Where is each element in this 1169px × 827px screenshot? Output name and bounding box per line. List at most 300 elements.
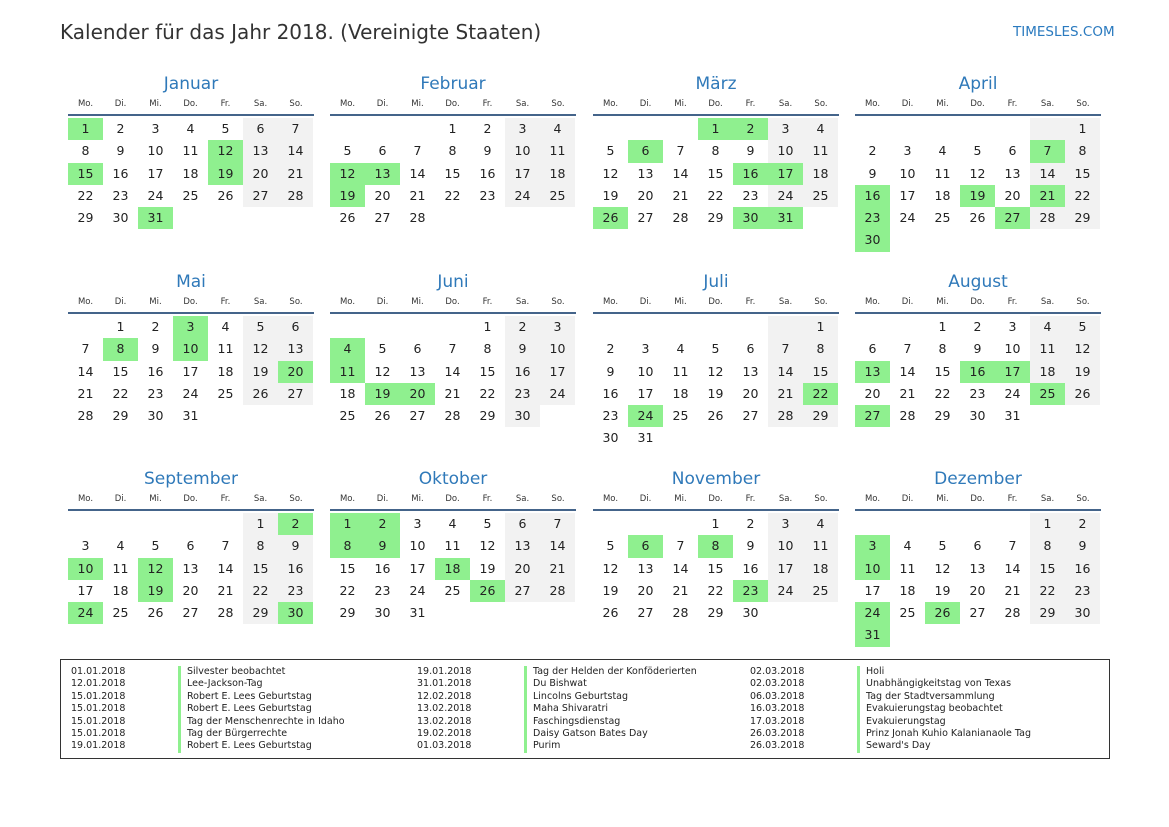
day-cell: 9 bbox=[365, 535, 400, 557]
empty-cell bbox=[1030, 624, 1065, 646]
day-cell: 4 bbox=[803, 118, 838, 140]
holiday-color-marker bbox=[857, 691, 860, 703]
day-cell: 9 bbox=[746, 538, 755, 554]
day-cell: 24 bbox=[855, 602, 890, 624]
day-cell: 14 bbox=[409, 165, 426, 181]
legend-item bbox=[407, 740, 697, 752]
day-cell: 15 bbox=[112, 363, 129, 379]
day-cell: 16 bbox=[112, 165, 129, 181]
empty-cell bbox=[890, 513, 925, 535]
day-cell: 11 bbox=[330, 361, 365, 383]
weekday-label: Fr. bbox=[745, 297, 756, 307]
weekday-header bbox=[593, 490, 839, 511]
day-cell: 17 bbox=[768, 163, 803, 185]
day-cell: 15 bbox=[1065, 163, 1100, 185]
month-juni bbox=[330, 271, 576, 427]
day-cell: 26 bbox=[339, 210, 356, 226]
day-cell: 4 bbox=[221, 319, 230, 334]
day-cell: 16 bbox=[147, 363, 164, 379]
brand-logo-text[interactable]: TIMESLES.COM bbox=[1013, 24, 1115, 40]
weekday-label: Mo. bbox=[602, 99, 619, 109]
day-cell: 20 bbox=[374, 187, 391, 203]
weekday-label: Di. bbox=[376, 99, 389, 109]
day-cell: 23 bbox=[374, 582, 391, 598]
legend-holiday-name: Tag der Bürgerrechte bbox=[187, 727, 288, 739]
day-cell: 11 bbox=[899, 560, 916, 576]
day-cell: 9 bbox=[483, 143, 492, 159]
month-januar bbox=[68, 73, 314, 229]
holiday-color-marker bbox=[524, 678, 527, 690]
empty-cell bbox=[663, 427, 698, 449]
day-cell: 22 bbox=[707, 582, 724, 598]
weekday-label: Do. bbox=[445, 297, 460, 307]
day-cell: 1 bbox=[698, 118, 733, 140]
empty-cell bbox=[540, 405, 575, 427]
day-cell: 28 bbox=[899, 408, 916, 424]
day-cell: 14 bbox=[278, 140, 313, 162]
weekday-label: Fr. bbox=[482, 494, 493, 504]
legend-date: 15.01.2018 bbox=[71, 727, 126, 739]
day-cell: 28 bbox=[672, 605, 689, 621]
month-oktober bbox=[330, 468, 576, 624]
legend-holiday-name: Tag der Helden der Konföderierten bbox=[533, 666, 697, 677]
day-cell: 17 bbox=[768, 558, 803, 580]
day-cell: 22 bbox=[444, 187, 461, 203]
legend-item bbox=[740, 740, 1031, 752]
day-cell: 23 bbox=[479, 187, 496, 203]
weekday-label: Do. bbox=[708, 297, 723, 307]
day-cell: 26 bbox=[374, 408, 391, 424]
legend-column bbox=[740, 666, 1031, 753]
weekday-label: Do. bbox=[183, 99, 198, 109]
holiday-color-marker bbox=[178, 728, 181, 740]
weekday-label: Mi. bbox=[674, 99, 687, 109]
day-cell: 5 bbox=[938, 538, 947, 554]
day-cell: 3 bbox=[641, 341, 650, 357]
day-cell: 8 bbox=[711, 143, 720, 159]
day-cell: 21 bbox=[672, 582, 689, 598]
legend-holiday-name: Robert E. Lees Geburtstag bbox=[187, 740, 312, 752]
day-cell: 25 bbox=[803, 580, 838, 602]
day-cell: 24 bbox=[628, 405, 663, 427]
weekday-header bbox=[68, 490, 314, 511]
day-cell: 5 bbox=[1065, 316, 1100, 338]
day-cell: 6 bbox=[243, 118, 278, 140]
empty-cell bbox=[733, 427, 768, 449]
legend-date: 12.02.2018 bbox=[417, 690, 472, 702]
day-cell: 17 bbox=[540, 361, 575, 383]
day-cell: 3 bbox=[1008, 319, 1017, 334]
holiday-color-marker bbox=[178, 703, 181, 715]
day-cell: 26 bbox=[602, 605, 619, 621]
day-cell: 11 bbox=[803, 140, 838, 162]
day-cell: 5 bbox=[606, 143, 615, 159]
month-juli bbox=[593, 271, 839, 450]
day-cell: 16 bbox=[1065, 558, 1100, 580]
day-cell: 1 bbox=[483, 319, 492, 334]
legend-date: 13.02.2018 bbox=[417, 703, 472, 715]
day-cell: 16 bbox=[733, 163, 768, 185]
day-cell: 23 bbox=[147, 385, 164, 401]
legend-item bbox=[407, 716, 697, 728]
day-cell: 8 bbox=[803, 338, 838, 360]
day-cell: 29 bbox=[1030, 602, 1065, 624]
day-cell: 1 bbox=[116, 319, 125, 334]
legend-date: 26.03.2018 bbox=[750, 727, 805, 739]
empty-cell bbox=[995, 624, 1030, 646]
day-cell: 14 bbox=[899, 363, 916, 379]
empty-cell bbox=[505, 602, 540, 624]
weekday-label: Do. bbox=[445, 494, 460, 504]
day-cell: 11 bbox=[672, 363, 689, 379]
day-cell: 25 bbox=[444, 582, 461, 598]
day-cell: 9 bbox=[1065, 535, 1100, 557]
day-cell: 16 bbox=[742, 560, 759, 576]
day-cell: 23 bbox=[733, 580, 768, 602]
day-cell: 5 bbox=[711, 341, 720, 357]
day-cell: 19 bbox=[1065, 361, 1100, 383]
empty-cell bbox=[925, 624, 960, 646]
empty-cell bbox=[208, 513, 243, 535]
weekday-label: Sa. bbox=[515, 494, 530, 504]
day-cell: 21 bbox=[768, 383, 803, 405]
day-cell: 7 bbox=[448, 341, 457, 357]
day-cell: 27 bbox=[742, 408, 759, 424]
empty-cell bbox=[243, 405, 278, 427]
day-cell: 26 bbox=[707, 408, 724, 424]
day-cell: 7 bbox=[768, 338, 803, 360]
weekday-label: Di. bbox=[639, 297, 652, 307]
day-cell: 4 bbox=[448, 516, 457, 531]
weekday-label: So. bbox=[814, 494, 828, 504]
day-cell: 12 bbox=[243, 338, 278, 360]
day-cell: 25 bbox=[1030, 383, 1065, 405]
weekday-label: Mi. bbox=[936, 297, 949, 307]
empty-cell bbox=[1030, 405, 1065, 427]
day-cell: 6 bbox=[1008, 143, 1017, 159]
day-cell: 26 bbox=[1065, 383, 1100, 405]
day-cell: 3 bbox=[903, 143, 912, 159]
day-cell: 2 bbox=[973, 319, 982, 334]
day-cell: 26 bbox=[217, 187, 234, 203]
weekday-header bbox=[330, 490, 576, 511]
day-cell: 14 bbox=[672, 165, 689, 181]
day-cell: 6 bbox=[868, 341, 877, 357]
day-cell: 11 bbox=[803, 535, 838, 557]
legend-item bbox=[740, 691, 1031, 703]
legend-date: 15.01.2018 bbox=[71, 715, 126, 727]
day-cell: 14 bbox=[217, 560, 234, 576]
empty-cell bbox=[365, 316, 400, 338]
day-cell: 18 bbox=[803, 163, 838, 185]
day-cell: 11 bbox=[112, 560, 129, 576]
day-cell: 15 bbox=[1030, 558, 1065, 580]
day-cell: 14 bbox=[672, 560, 689, 576]
day-cell: 11 bbox=[934, 165, 951, 181]
weekday-label: Fr. bbox=[1007, 297, 1018, 307]
day-cell: 17 bbox=[995, 361, 1030, 383]
day-cell: 11 bbox=[540, 140, 575, 162]
day-cell: 27 bbox=[182, 605, 199, 621]
day-cell: 30 bbox=[278, 602, 313, 624]
weekday-label: Mi. bbox=[674, 494, 687, 504]
day-cell: 12 bbox=[707, 363, 724, 379]
day-cell: 17 bbox=[505, 163, 540, 185]
month-name: Februar bbox=[420, 74, 486, 94]
day-cell: 8 bbox=[330, 535, 365, 557]
day-cell: 22 bbox=[243, 580, 278, 602]
day-cell: 20 bbox=[243, 163, 278, 185]
legend-holiday-name: Lee-Jackson-Tag bbox=[187, 678, 263, 690]
weekday-label: So. bbox=[1076, 297, 1090, 307]
weekday-header bbox=[68, 293, 314, 314]
day-cell: 13 bbox=[855, 361, 890, 383]
day-cell: 10 bbox=[147, 143, 164, 159]
day-cell: 15 bbox=[339, 560, 356, 576]
empty-cell bbox=[663, 316, 698, 338]
empty-cell bbox=[628, 513, 663, 535]
day-cell: 31 bbox=[637, 430, 654, 446]
day-cell: 28 bbox=[409, 210, 426, 226]
empty-cell bbox=[628, 316, 663, 338]
day-cell: 20 bbox=[182, 582, 199, 598]
legend-item bbox=[740, 728, 1031, 740]
day-cell: 13 bbox=[742, 363, 759, 379]
weekday-label: Mo. bbox=[864, 99, 881, 109]
day-cell: 15 bbox=[803, 361, 838, 383]
day-cell: 2 bbox=[116, 121, 125, 136]
weekday-label: Mo. bbox=[77, 99, 94, 109]
day-cell: 15 bbox=[444, 165, 461, 181]
day-cell: 22 bbox=[1030, 580, 1065, 602]
day-grid bbox=[68, 316, 314, 427]
holiday-color-marker bbox=[857, 716, 860, 728]
day-cell: 9 bbox=[278, 535, 313, 557]
day-cell: 13 bbox=[278, 338, 313, 360]
weekday-label: Mo. bbox=[864, 494, 881, 504]
month-name: Juni bbox=[437, 272, 469, 292]
day-cell: 8 bbox=[103, 338, 138, 360]
day-cell: 9 bbox=[151, 341, 160, 357]
month-name: August bbox=[948, 272, 1008, 292]
day-cell: 23 bbox=[855, 207, 890, 229]
weekday-label: Fr. bbox=[220, 297, 231, 307]
legend-date: 19.01.2018 bbox=[417, 666, 472, 677]
day-cell: 4 bbox=[903, 538, 912, 554]
day-cell: 21 bbox=[1030, 185, 1065, 207]
day-cell: 26 bbox=[243, 383, 278, 405]
weekday-label: Do. bbox=[445, 99, 460, 109]
day-cell: 25 bbox=[217, 385, 234, 401]
day-cell: 18 bbox=[934, 187, 951, 203]
weekday-label: Sa. bbox=[253, 297, 268, 307]
day-grid bbox=[330, 513, 576, 624]
legend-item bbox=[407, 691, 697, 703]
legend-date: 13.02.2018 bbox=[417, 715, 472, 727]
day-cell: 12 bbox=[479, 538, 496, 554]
day-cell: 23 bbox=[505, 383, 540, 405]
day-cell: 19 bbox=[602, 582, 619, 598]
empty-cell bbox=[138, 513, 173, 535]
empty-cell bbox=[173, 207, 208, 229]
day-cell: 10 bbox=[540, 338, 575, 360]
day-cell: 18 bbox=[435, 558, 470, 580]
weekday-label: Fr. bbox=[482, 99, 493, 109]
day-cell: 14 bbox=[1004, 560, 1021, 576]
empty-cell bbox=[995, 513, 1030, 535]
empty-cell bbox=[925, 513, 960, 535]
day-cell: 1 bbox=[938, 319, 947, 334]
empty-cell bbox=[103, 513, 138, 535]
day-cell: 27 bbox=[505, 580, 540, 602]
holiday-color-marker bbox=[524, 666, 527, 678]
day-cell: 13 bbox=[505, 535, 540, 557]
weekday-label: Mo. bbox=[339, 494, 356, 504]
day-cell: 21 bbox=[899, 385, 916, 401]
holiday-color-marker bbox=[524, 728, 527, 740]
day-cell: 20 bbox=[278, 361, 313, 383]
day-cell: 3 bbox=[81, 538, 90, 554]
day-cell: 15 bbox=[243, 558, 278, 580]
day-cell: 8 bbox=[1065, 140, 1100, 162]
day-cell: 7 bbox=[540, 513, 575, 535]
month-name: September bbox=[144, 469, 238, 489]
weekday-label: Do. bbox=[708, 99, 723, 109]
day-cell: 19 bbox=[330, 185, 365, 207]
day-cell: 28 bbox=[278, 185, 313, 207]
weekday-label: Fr. bbox=[482, 297, 493, 307]
day-cell: 16 bbox=[505, 361, 540, 383]
weekday-label: Di. bbox=[901, 494, 914, 504]
day-cell: 28 bbox=[77, 408, 94, 424]
day-cell: 31 bbox=[1004, 408, 1021, 424]
day-cell: 22 bbox=[339, 582, 356, 598]
day-cell: 1 bbox=[243, 513, 278, 535]
empty-cell bbox=[663, 513, 698, 535]
empty-cell bbox=[768, 427, 803, 449]
day-cell: 6 bbox=[186, 538, 195, 554]
day-cell: 19 bbox=[960, 185, 995, 207]
day-cell: 6 bbox=[413, 341, 422, 357]
day-cell: 10 bbox=[68, 558, 103, 580]
holiday-color-marker bbox=[857, 703, 860, 715]
day-cell: 22 bbox=[707, 187, 724, 203]
empty-cell bbox=[768, 602, 803, 624]
day-cell: 21 bbox=[77, 385, 94, 401]
day-cell: 28 bbox=[768, 405, 803, 427]
day-cell: 31 bbox=[138, 207, 173, 229]
day-cell: 4 bbox=[540, 118, 575, 140]
day-cell: 30 bbox=[969, 408, 986, 424]
day-cell: 12 bbox=[208, 140, 243, 162]
day-cell: 20 bbox=[864, 385, 881, 401]
legend-item bbox=[61, 678, 345, 690]
day-cell: 23 bbox=[1065, 580, 1100, 602]
legend-holiday-name: Robert E. Lees Geburtstag bbox=[187, 703, 312, 715]
holiday-color-marker bbox=[178, 691, 181, 703]
empty-cell bbox=[960, 624, 995, 646]
weekday-label: Sa. bbox=[1040, 494, 1055, 504]
day-cell: 15 bbox=[707, 560, 724, 576]
day-cell: 12 bbox=[330, 163, 365, 185]
day-grid bbox=[855, 118, 1101, 252]
day-cell: 23 bbox=[742, 187, 759, 203]
empty-cell bbox=[855, 513, 890, 535]
day-cell: 27 bbox=[969, 605, 986, 621]
day-cell: 29 bbox=[112, 408, 129, 424]
day-cell: 29 bbox=[77, 210, 94, 226]
day-cell: 17 bbox=[409, 560, 426, 576]
legend-date: 15.01.2018 bbox=[71, 703, 126, 715]
weekday-label: Sa. bbox=[515, 99, 530, 109]
weekday-label: Mo. bbox=[77, 297, 94, 307]
day-cell: 21 bbox=[672, 187, 689, 203]
empty-cell bbox=[1065, 624, 1100, 646]
weekday-label: Di. bbox=[114, 99, 127, 109]
weekday-label: So. bbox=[814, 297, 828, 307]
day-cell: 7 bbox=[81, 341, 90, 357]
weekday-label: Di. bbox=[376, 494, 389, 504]
weekday-label: Fr. bbox=[220, 99, 231, 109]
day-cell: 6 bbox=[378, 143, 387, 159]
empty-cell bbox=[505, 207, 540, 229]
weekday-label: So. bbox=[814, 99, 828, 109]
day-cell: 20 bbox=[400, 383, 435, 405]
day-cell: 22 bbox=[479, 385, 496, 401]
day-cell: 4 bbox=[186, 121, 195, 136]
legend-date: 12.01.2018 bbox=[71, 678, 126, 690]
holiday-color-marker bbox=[524, 740, 527, 752]
day-cell: 15 bbox=[934, 363, 951, 379]
day-cell: 20 bbox=[637, 187, 654, 203]
empty-cell bbox=[68, 513, 103, 535]
day-cell: 10 bbox=[768, 535, 803, 557]
day-cell: 7 bbox=[1030, 140, 1065, 162]
day-cell: 7 bbox=[676, 538, 685, 554]
month-name: Dezember bbox=[934, 469, 1022, 489]
day-grid bbox=[855, 316, 1101, 427]
empty-cell bbox=[960, 118, 995, 140]
day-cell: 7 bbox=[221, 538, 230, 554]
day-cell: 24 bbox=[147, 187, 164, 203]
empty-cell bbox=[330, 118, 365, 140]
month-august bbox=[855, 271, 1101, 427]
day-cell: 16 bbox=[855, 185, 890, 207]
day-cell: 10 bbox=[637, 363, 654, 379]
day-cell: 5 bbox=[973, 143, 982, 159]
holiday-color-marker bbox=[857, 740, 860, 752]
day-cell: 8 bbox=[1030, 535, 1065, 557]
day-cell: 21 bbox=[278, 163, 313, 185]
day-grid bbox=[855, 513, 1101, 647]
day-cell: 4 bbox=[803, 513, 838, 535]
empty-cell bbox=[1065, 405, 1100, 427]
day-cell: 24 bbox=[409, 582, 426, 598]
legend-holiday-name: Unabhängigkeitstag von Texas bbox=[866, 678, 1012, 690]
day-cell: 23 bbox=[278, 580, 313, 602]
day-cell: 25 bbox=[803, 185, 838, 207]
month-name: Januar bbox=[163, 74, 219, 94]
empty-cell bbox=[890, 624, 925, 646]
day-cell: 5 bbox=[378, 341, 387, 357]
day-cell: 14 bbox=[768, 361, 803, 383]
weekday-label: Mi. bbox=[411, 494, 424, 504]
day-cell: 24 bbox=[1004, 385, 1021, 401]
legend-holiday-name: Du Bishwat bbox=[533, 678, 587, 690]
weekday-label: Do. bbox=[708, 494, 723, 504]
day-cell: 13 bbox=[243, 140, 278, 162]
legend-item bbox=[61, 728, 345, 740]
